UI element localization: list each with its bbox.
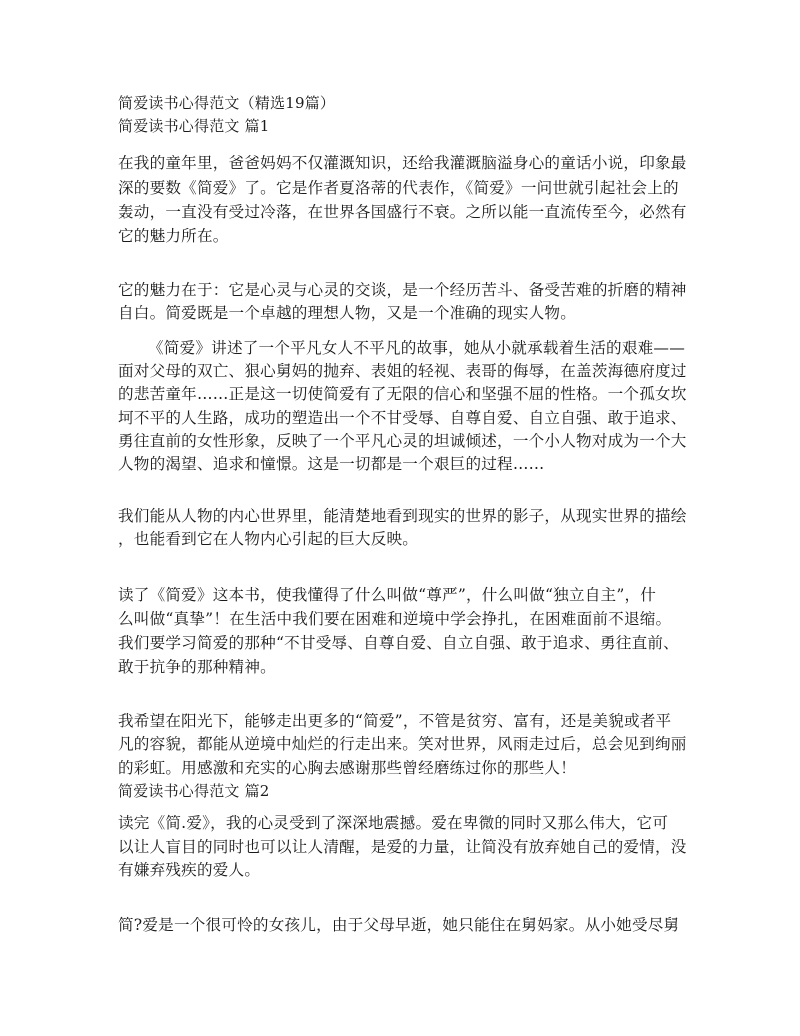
section-heading-2: 简爱读书心得范文 篇2 [118, 782, 270, 800]
paragraph-line: 读完《简.爱》，我的心灵受到了深深地震撼。爱在卑微的同时又那么伟大，它可 [118, 814, 669, 832]
paragraph-line: 它的魅力在于：它是心灵与心灵的交谈，是一个经历苦斗、备受苦难的折磨的精神 [118, 281, 687, 299]
paragraph-line: 《简爱》讲述了一个平凡女人不平凡的故事，她从小就承载着生活的艰难—— [148, 339, 685, 357]
paragraph-line: 我们能从人物的内心世界里，能清楚地看到现实的世界的影子，从现实世界的描绘 [118, 507, 687, 525]
paragraph-line: 读了《简爱》这本书，使我懂得了什么叫做“尊严”，什么叫做“独立自主”，什 [118, 586, 657, 604]
paragraph-line: 我们要学习简爱的那种“不甘受辱、自尊自爱、自立自强、敢于追求、勇往直前、 [118, 634, 679, 652]
document-title: 简爱读书心得范文（精选19篇） [118, 94, 336, 112]
paragraph-line: 我希望在阳光下，能够走出更多的“简爱”，不管是贫穷、富有，还是美貌或者平 [118, 712, 672, 730]
paragraph-line: 坷不平的人生路，成功的塑造出一个不甘受辱、自尊自爱、自立自强、敢于追求、 [118, 409, 687, 427]
paragraph-line: 敢于抗争的那种精神。 [118, 658, 276, 676]
paragraph-line: 以让人盲目的同时也可以让人清醒，是爱的力量，让简没有放弃她自己的爱情，没 [118, 838, 687, 856]
paragraph-line: 勇往直前的女性形象，反映了一个平凡心灵的坦诚倾述，一个小人物对成为一个大 [118, 432, 687, 450]
paragraph-line: 的悲苦童年……正是这一切使简爱有了无限的信心和坚强不屈的性格。一个孤女坎 [118, 385, 687, 403]
paragraph-line: 它的魅力所在。 [118, 227, 229, 245]
section-heading-1: 简爱读书心得范文 篇1 [118, 117, 270, 135]
paragraph-line: 简?爱是一个很可怜的女孩儿，由于父母早逝，她只能住在舅妈家。从小她受尽舅 [118, 916, 680, 934]
paragraph-line: 人物的渴望、追求和憧憬。这是一切都是一个艰巨的过程…… [118, 455, 545, 473]
paragraph-line: 在我的童年里，爸爸妈妈不仅灌溉知识，还给我灌溉脑溢身心的童话小说，印象最 [118, 154, 687, 172]
paragraph-line: 凡的容貌，都能从逆境中灿烂的行走出来。笑对世界，风雨走过后，总会见到绚丽 [118, 735, 687, 753]
paragraph-line: 轰动，一直没有受过冷落，在世界各国盛行不衰。之所以能一直流传至今，必然有 [118, 203, 687, 221]
paragraph-line: 面对父母的双亡、狠心舅妈的抛弃、表姐的轻视、表哥的侮辱，在盖茨海德府度过 [118, 362, 687, 380]
paragraph-line: 有嫌弃残疾的爱人。 [118, 861, 261, 879]
paragraph-line: 的彩虹。用感激和充实的心胸去感谢那些曾经磨练过你的那些人！ [118, 759, 577, 777]
paragraph-line: 么叫做“真挚”！在生活中我们要在困难和逆境中学会挣扎，在困难面前不退缩。 [118, 610, 672, 628]
paragraph-line: 自白。简爱既是一个卓越的理想人物，又是一个准确的现实人物。 [118, 304, 577, 322]
paragraph-line: ，也能看到它在人物内心引起的巨大反映。 [118, 530, 419, 548]
paragraph-line: 深的要数《简爱》了。它是作者夏洛蒂的代表作，《简爱》一问世就引起社会上的 [118, 179, 679, 197]
